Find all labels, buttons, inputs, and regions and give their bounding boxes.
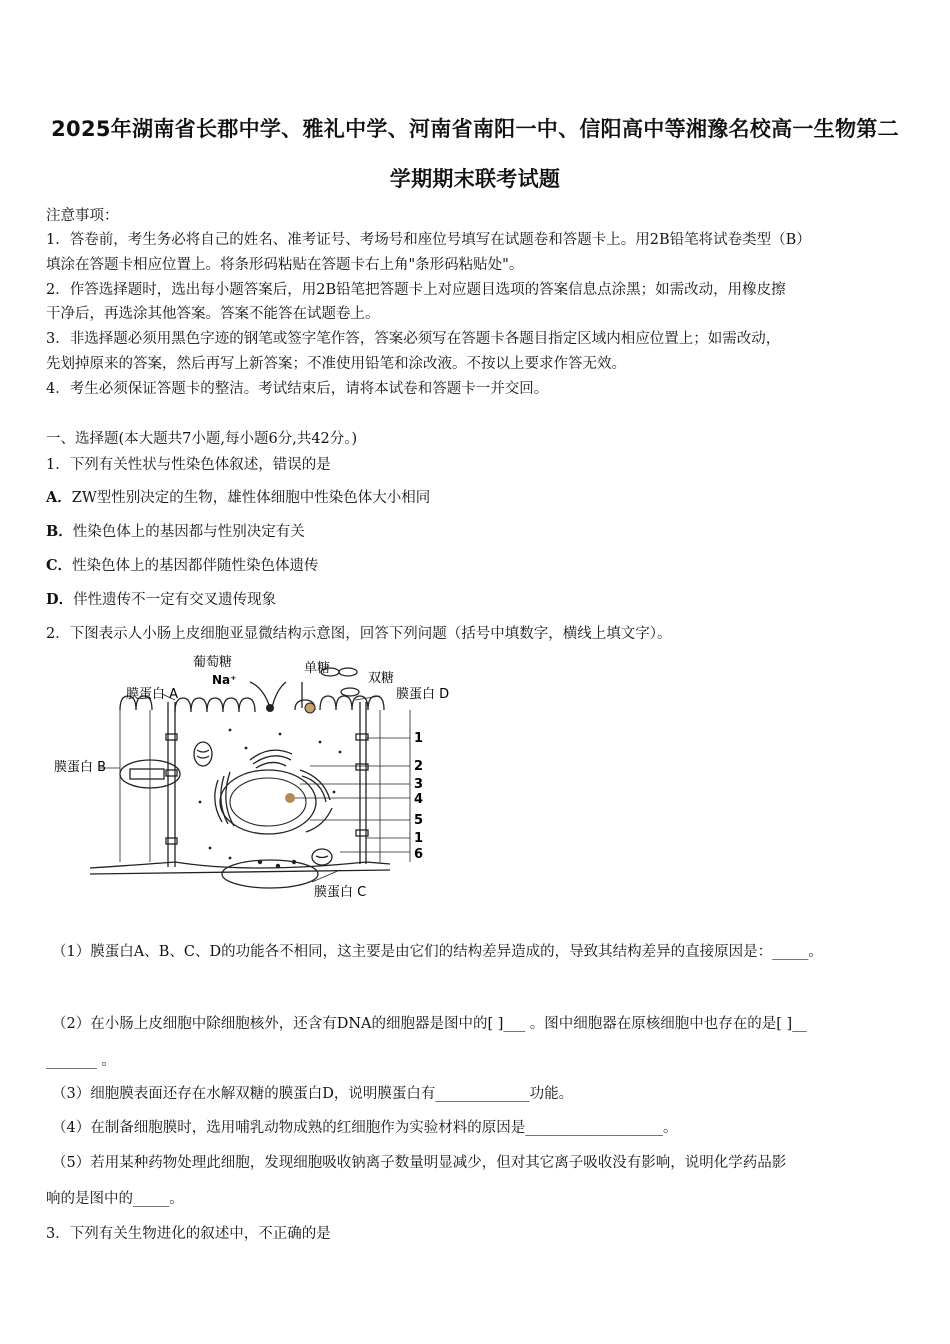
question-2-sub-5-cont: 响的是图中的_____。 — [46, 1191, 184, 1207]
question-1-option-d — [46, 588, 276, 609]
label-number: 5 — [414, 813, 424, 828]
option-letter: D． — [46, 591, 74, 608]
question-2-sub-3: （3）细胞膜表面还存在水解双糖的膜蛋白D，说明膜蛋白有_____________功能。 — [52, 1086, 574, 1102]
exam-title-line2: 学期期末联考试题 — [389, 167, 561, 191]
notice-line: 4．考生必须保证答题卡的整洁。考试结束后，请将本试卷和答题卡一并交回。 — [46, 381, 549, 397]
label-monosaccharide: 单糖 — [304, 661, 331, 676]
label-sodium: Na⁺ — [212, 673, 237, 687]
option-text: 性染色体上的基因都伴随性染色体遗传 — [72, 558, 319, 574]
notice-heading: 注意事项： — [46, 208, 119, 224]
label-number: 3 — [414, 777, 424, 792]
option-letter: B． — [46, 523, 73, 540]
question-1-option-c — [46, 554, 319, 575]
option-text: 伴性遗传不一定有交叉遗传现象 — [73, 592, 277, 608]
question-1-option-b — [46, 520, 305, 541]
question-3-stem: 3．下列有关生物进化的叙述中，不正确的是 — [46, 1226, 331, 1242]
option-letter: C． — [46, 557, 73, 574]
question-2-sub-4: （4）在制备细胞膜时，选用哺乳动物成熟的红细胞作为实验材料的原因是___________________。 — [52, 1120, 678, 1136]
label-number: 1 — [414, 831, 424, 846]
question-2-sub-1: （1）膜蛋白A、B、C、D的功能各不相同，这主要是由它们的结构差异造成的，导致其结构差异的直接原因是：_____。 — [52, 944, 823, 960]
option-letter: A． — [46, 489, 72, 506]
label-protein-a: 膜蛋白 A — [126, 687, 179, 702]
question-2-stem: 2．下图表示人小肠上皮细胞亚显微结构示意图，回答下列问题（括号中填数字，横线上填文字）。 — [46, 626, 672, 642]
label-number: 6 — [414, 847, 424, 862]
option-text: ZW型性别决定的生物，雄性体细胞中性染色体大小相同 — [71, 490, 431, 506]
notice-line: 1．答卷前，考生务必将自己的姓名、准考证号、考场号和座位号填写在试题卷和答题卡上。用2B铅笔将试卷类型（B） — [46, 232, 811, 248]
notice-line: 3．非选择题必须用黑色字迹的钢笔或签字笔作答，答案必须写在答题卡各题目指定区域内相应位置上；如需改动， — [46, 331, 781, 347]
question-2-sub-5: （5）若用某种药物处理此细胞，发现细胞吸收钠离子数量明显减少，但对其它离子吸收没有影响，说明化学药品影 — [52, 1155, 787, 1171]
notice-line: 填涂在答题卡相应位置上。将条形码粘贴在答题卡右上角"条形码粘贴处"。 — [46, 257, 524, 273]
notice-line: 干净后，再选涂其他答案。答案不能答在试题卷上。 — [46, 306, 380, 322]
section-heading: 一、选择题(本大题共7小题,每小题6分,共42分。) — [46, 431, 358, 447]
notice-line: 2．作答选择题时，选出每小题答案后，用2B铅笔把答题卡上对应题目选项的答案信息点涂黑；如需改动，用橡皮擦 — [46, 282, 786, 298]
option-text: 性染色体上的基因都与性别决定有关 — [72, 524, 305, 540]
label-number: 1 — [414, 731, 424, 746]
label-protein-c: 膜蛋白 C — [314, 885, 367, 900]
cell-diagram — [50, 652, 470, 904]
question-2-sub-2: （2）在小肠上皮细胞中除细胞核外，还含有DNA的细胞器是图中的[ ]___ 。图中细胞器在原核细胞中也存在的是[ ]__ — [52, 1016, 807, 1032]
question-2-sub-2-cont: _______ 。 — [46, 1053, 116, 1069]
label-number: 2 — [414, 759, 424, 774]
exam-title-line1: 2025年湖南省长郡中学、雅礼中学、河南省南阳一中、信阳高中等湘豫名校高一生物第二 — [51, 117, 899, 141]
label-disaccharide: 双糖 — [368, 671, 395, 686]
label-protein-d: 膜蛋白 D — [396, 687, 450, 702]
question-1-option-a — [46, 486, 430, 507]
notice-line: 先划掉原来的答案，然后再写上新答案；不准使用铅笔和涂改液。不按以上要求作答无效。 — [46, 356, 626, 372]
label-glucose: 葡萄糖 — [193, 655, 233, 670]
question-1-stem: 1．下列有关性状与性染色体叙述，错误的是 — [46, 457, 331, 473]
label-protein-b: 膜蛋白 B — [54, 760, 107, 775]
label-number: 4 — [414, 792, 424, 807]
